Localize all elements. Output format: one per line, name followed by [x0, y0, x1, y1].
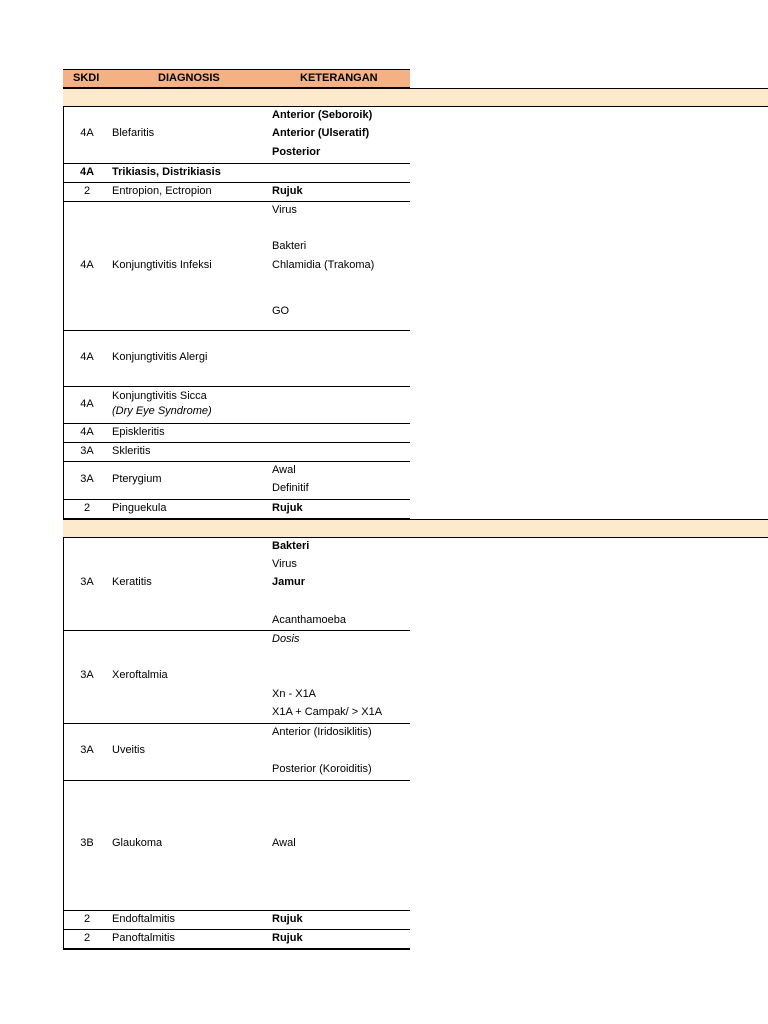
diagnosis-cell: Pterygium — [112, 473, 162, 485]
diagnosis-cell: Entropion, Ectropion — [112, 185, 212, 197]
keterangan-line: Definitif — [272, 482, 309, 494]
diagnosis-cell: Uveitis — [112, 744, 146, 756]
table-row — [63, 331, 410, 387]
diagnosis-cell: Konjungtivitis Alergi — [112, 351, 208, 363]
diagnosis-cell: Glaukoma — [112, 837, 163, 849]
keterangan-line: Anterior (Iridosiklitis) — [272, 726, 372, 738]
table-row — [63, 183, 410, 202]
keterangan-line: Rujuk — [272, 932, 303, 944]
skdi-cell: 2 — [83, 932, 91, 944]
diagnosis-cell: Pinguekula — [112, 502, 167, 514]
table-row — [63, 538, 410, 631]
diagnosis-cell: Konjungtivitis Infeksi — [112, 259, 212, 271]
keterangan-line: Dosis — [272, 633, 300, 645]
diagnosis-cell: Skleritis — [112, 445, 151, 457]
keterangan-line: Posterior (Koroiditis) — [272, 763, 372, 775]
table-row — [63, 930, 410, 950]
diagnosis-cell: Keratitis — [112, 576, 152, 588]
keterangan-line: Posterior — [272, 146, 321, 158]
skdi-cell: 4A — [80, 398, 94, 410]
diagnosis-cell: Konjungtivitis Sicca — [112, 390, 207, 402]
skdi-cell: 2 — [83, 185, 91, 197]
keterangan-line: Rujuk — [272, 185, 303, 197]
table-row — [63, 387, 410, 424]
keterangan-line: GO — [272, 305, 290, 317]
table-row — [63, 631, 410, 724]
diagnosis-cell: Trikiasis, Distrikiasis — [112, 166, 221, 178]
table-row — [63, 500, 410, 519]
skdi-cell: 3A — [80, 669, 94, 681]
skdi-cell: 2 — [83, 502, 91, 514]
skdi-cell: 4A — [80, 127, 94, 139]
keterangan-line: Virus — [272, 204, 297, 216]
table-row — [63, 424, 410, 443]
table-row — [63, 724, 410, 781]
keterangan-line: Anterior (Seboroik) — [272, 109, 373, 121]
diagnosis-cell: Panoftalmitis — [112, 932, 175, 944]
keterangan-line: Rujuk — [272, 913, 303, 925]
keterangan-line: Jamur — [272, 576, 306, 588]
header-skdi: SKDI — [73, 72, 100, 84]
diagnosis-cell: Blefaritis — [112, 127, 155, 139]
section-row — [63, 88, 768, 107]
table-row — [63, 781, 410, 911]
keterangan-line: Bakteri — [272, 240, 307, 252]
skdi-cell: 3A — [80, 473, 94, 485]
table-row — [63, 462, 410, 500]
table-row — [63, 911, 410, 930]
table-row — [63, 202, 410, 331]
skdi-cell: 4A — [80, 351, 94, 363]
keterangan-line: Chlamidia (Trakoma) — [272, 259, 375, 271]
section-row — [63, 519, 768, 538]
diagnosis-cell: Episkleritis — [112, 426, 165, 438]
skdi-cell: 4A — [80, 426, 94, 438]
skdi-cell: 3A — [80, 445, 94, 457]
table-header — [63, 69, 410, 88]
keterangan-line: Acanthamoeba — [272, 614, 346, 626]
diagnosis-cell: Xeroftalmia — [112, 669, 168, 681]
keterangan-line: Awal — [272, 837, 296, 849]
table-row — [63, 443, 410, 462]
keterangan-line: Awal — [272, 464, 296, 476]
header-diagnosis: DIAGNOSIS — [158, 72, 220, 84]
skdi-cell: 3B — [80, 837, 94, 849]
skdi-cell: 3A — [80, 744, 94, 756]
keterangan-line: X1A + Campak/ > X1A — [272, 706, 383, 718]
header-keterangan: KETERANGAN — [300, 72, 378, 84]
keterangan-line: Virus — [272, 558, 297, 570]
table-row — [63, 107, 410, 164]
skdi-cell: 4A — [79, 166, 95, 178]
diagnosis-subtitle: (Dry Eye Syndrome) — [112, 405, 212, 417]
skdi-cell: 4A — [80, 259, 94, 271]
diagnosis-cell: Endoftalmitis — [112, 913, 175, 925]
skdi-cell: 2 — [83, 913, 91, 925]
keterangan-line: Rujuk — [272, 502, 303, 514]
keterangan-line: Xn - X1A — [272, 688, 317, 700]
keterangan-line: Bakteri — [272, 540, 310, 552]
keterangan-line: Anterior (Ulseratif) — [272, 127, 370, 139]
skdi-cell: 3A — [80, 576, 94, 588]
table-row — [63, 164, 410, 183]
